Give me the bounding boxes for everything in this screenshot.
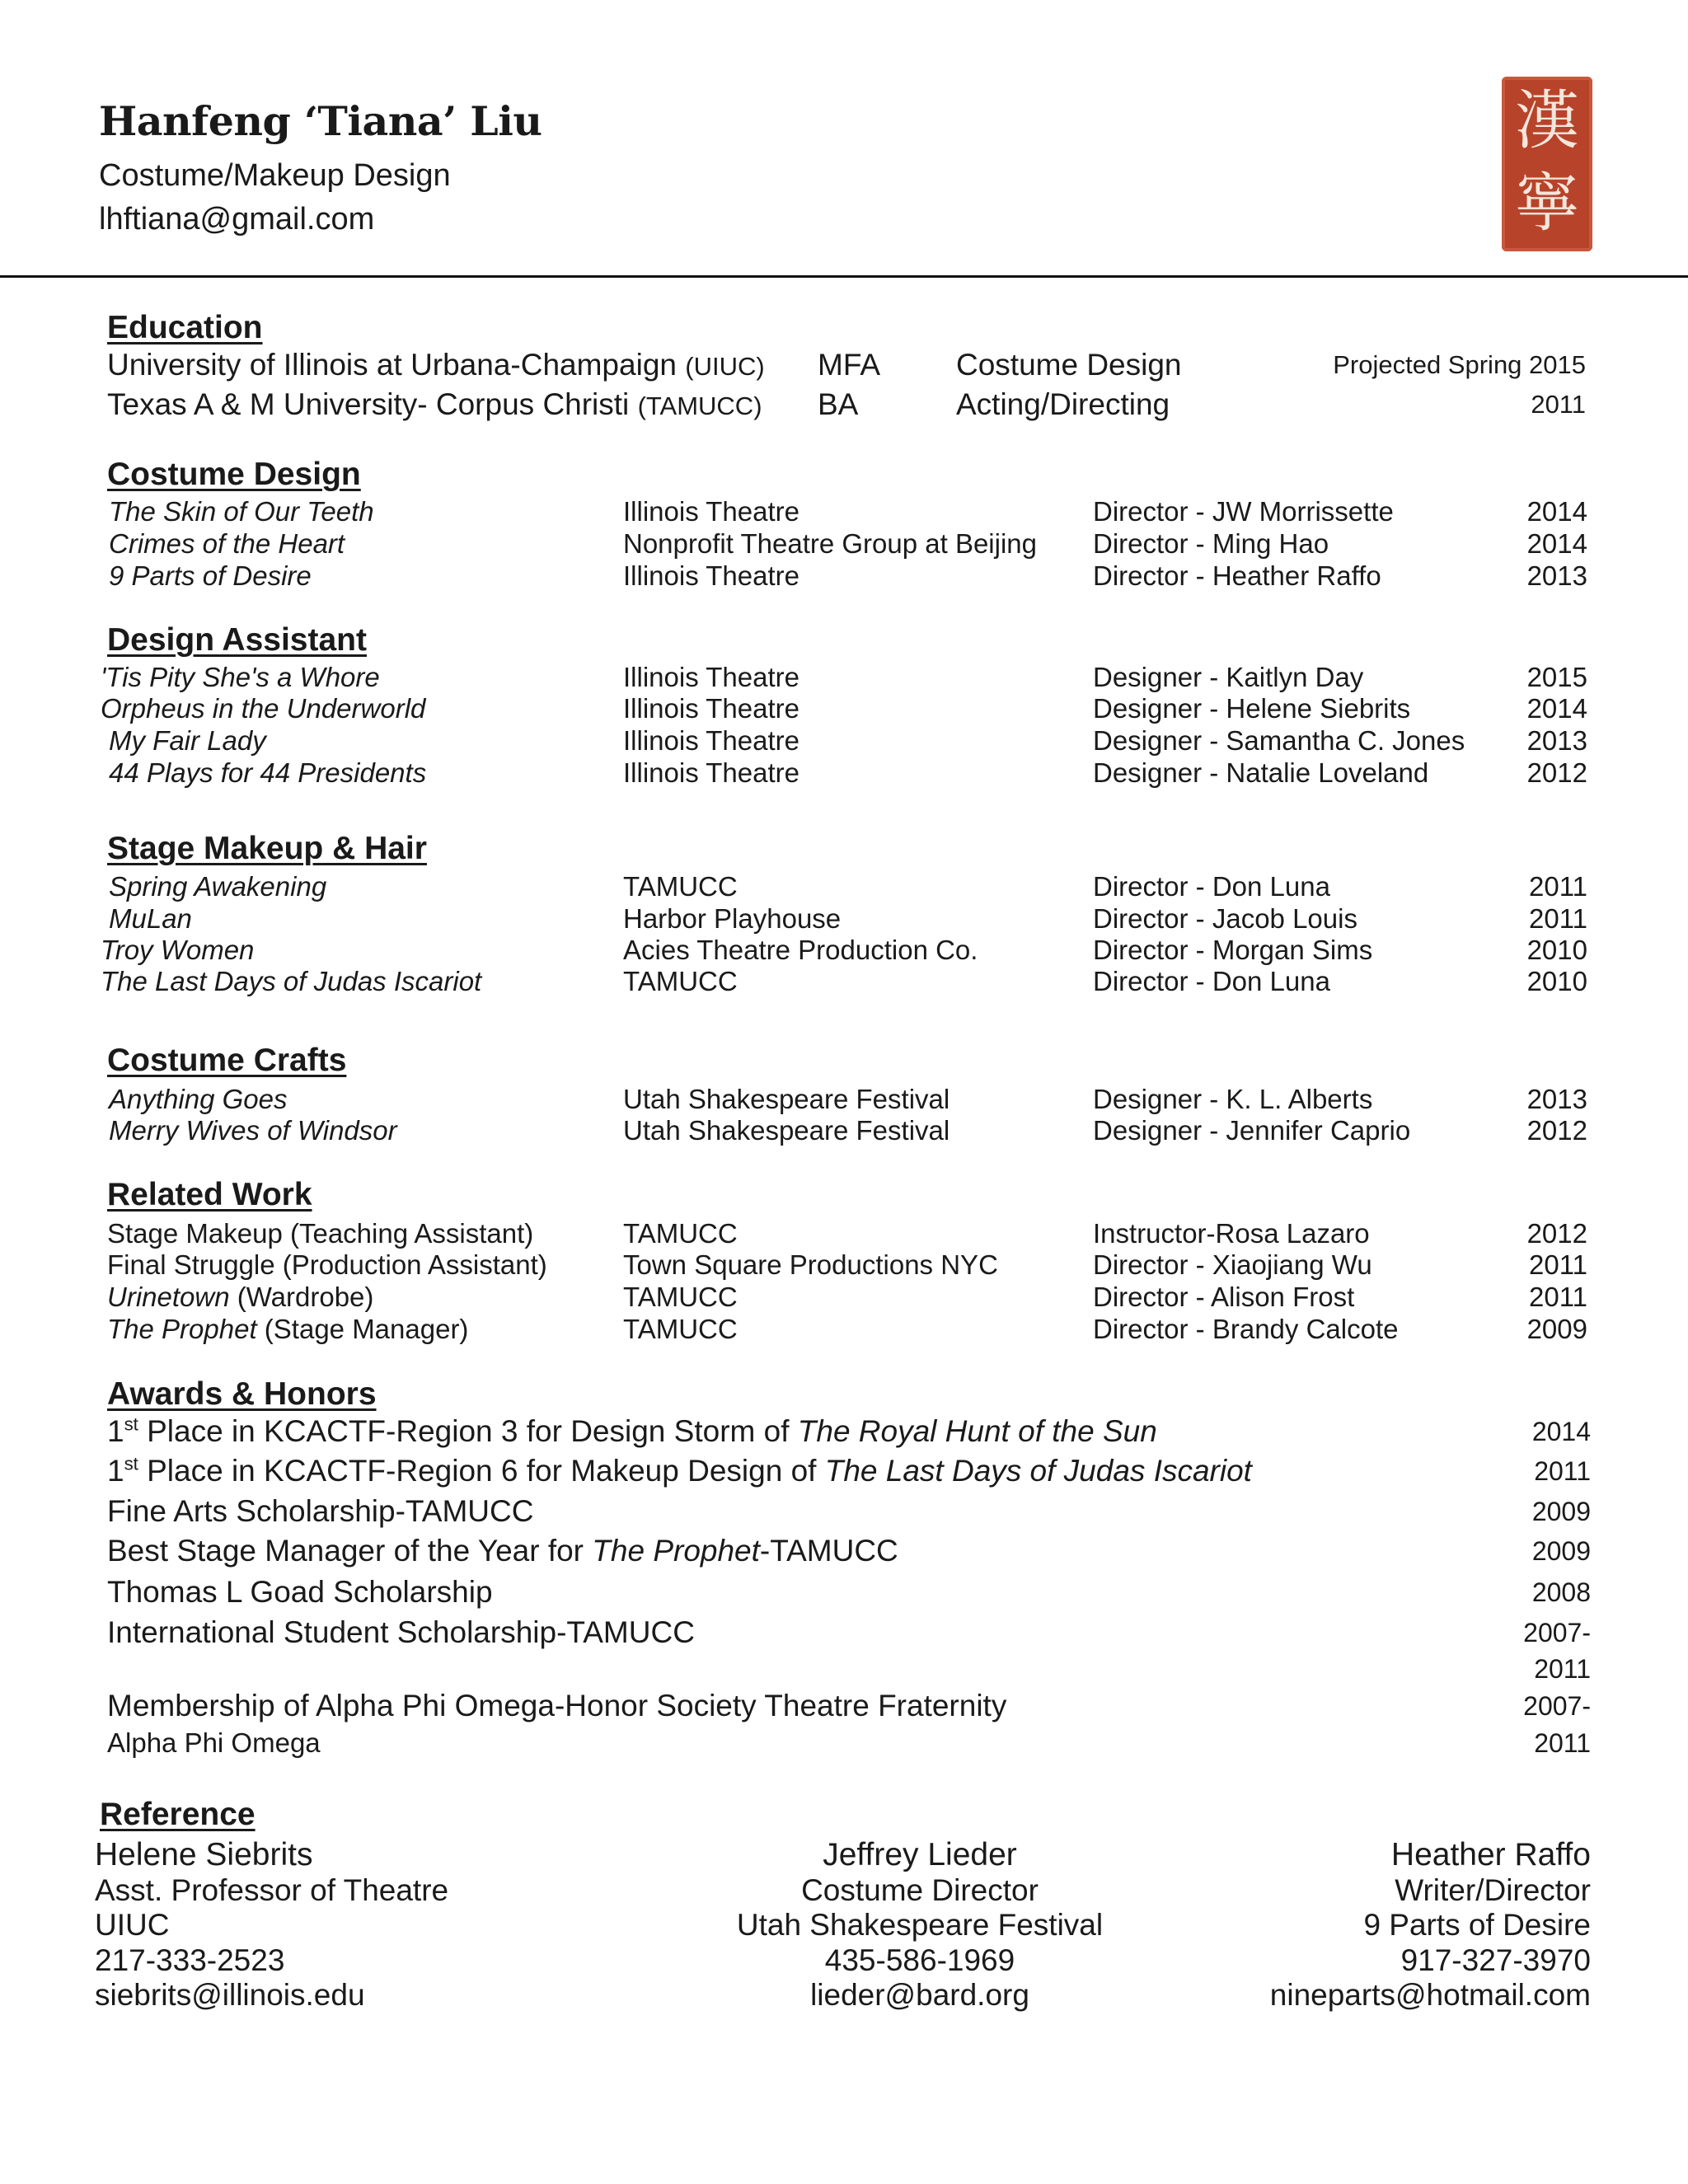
- production-year: 2011: [1529, 1249, 1587, 1280]
- award-item: [0, 1452, 1688, 1490]
- costume-design-row: [0, 560, 1688, 593]
- edu-year: Projected Spring 2015: [1333, 350, 1586, 379]
- seal-glyph-1: 漢: [1514, 84, 1579, 158]
- production-title: Orpheus in the Underworld: [101, 693, 426, 724]
- award-year-end: 2011: [1534, 1728, 1591, 1758]
- edu-year: 2011: [1531, 390, 1586, 419]
- production-year: 2014: [1526, 693, 1587, 724]
- award-year: 2007-: [1523, 1618, 1591, 1647]
- production-designer: Designer - Samantha C. Jones: [1093, 725, 1465, 756]
- reference-org: 9 Parts of Desire: [1363, 1908, 1591, 1942]
- reference-email[interactable]: nineparts@hotmail.com: [1269, 1978, 1591, 2012]
- name-seal-stamp: [1502, 77, 1592, 251]
- edu-field: Acting/Directing: [956, 387, 1170, 421]
- design-assistant-heading: Design Assistant: [107, 622, 367, 658]
- production-title: MuLan: [109, 903, 192, 934]
- production-director: Director - Don Luna: [1093, 966, 1330, 996]
- production-year: 2013: [1526, 560, 1587, 591]
- production-director: Director - Xiaojiang Wu: [1093, 1249, 1372, 1280]
- awards-heading: Awards & Honors: [107, 1376, 377, 1412]
- production-title: 44 Plays for 44 Presidents: [109, 757, 427, 788]
- edu-degree: MFA: [818, 348, 881, 382]
- costume-design-row: [0, 495, 1688, 528]
- work-title: Final Struggle: [107, 1249, 275, 1280]
- production-year: 2009: [1526, 1314, 1587, 1344]
- award-rank: 1: [107, 1414, 124, 1448]
- edu-field: Costume Design: [956, 348, 1182, 382]
- production-designer: Designer - Natalie Loveland: [1093, 757, 1429, 788]
- award-production: The Royal Hunt of the Sun: [797, 1414, 1157, 1448]
- reference-org: UIUC: [95, 1908, 170, 1942]
- design-assistant-row: [0, 757, 1688, 790]
- production-director: Director - Jacob Louis: [1093, 903, 1357, 934]
- production-year: 2011: [1529, 903, 1587, 934]
- work-title: Stage Makeup: [107, 1218, 283, 1249]
- production-venue: Utah Shakespeare Festival: [623, 1084, 950, 1114]
- production-year: 2013: [1526, 1084, 1587, 1114]
- edu-school: Texas A & M University- Corpus Christi: [107, 387, 630, 421]
- reference-name: Jeffrey Lieder: [823, 1837, 1017, 1872]
- production-designer: Designer - Helene Siebrits: [1093, 693, 1411, 724]
- award-year: 2014: [1531, 1417, 1591, 1446]
- award-production: The Prophet: [592, 1534, 760, 1568]
- award-year: 2008: [1531, 1577, 1591, 1607]
- edu-degree: BA: [818, 387, 859, 421]
- education-heading: Education: [107, 310, 263, 345]
- award-item: [0, 1493, 1688, 1530]
- design-assistant-row: [0, 661, 1688, 694]
- production-venue: Illinois Theatre: [623, 662, 800, 692]
- production-title: Merry Wives of Windsor: [109, 1115, 397, 1146]
- reference-name: Heather Raffo: [1390, 1837, 1591, 1872]
- work-role: (Stage Manager): [264, 1314, 469, 1344]
- reference-phone: 917-327-3970: [1400, 1943, 1591, 1977]
- production-designer: Designer - Kaitlyn Day: [1093, 662, 1364, 692]
- production-year: 2012: [1526, 1218, 1587, 1249]
- production-venue: Utah Shakespeare Festival: [623, 1115, 950, 1146]
- award-item: [0, 1573, 1688, 1611]
- production-year: 2013: [1526, 725, 1587, 756]
- stage-makeup-row: [0, 934, 1688, 967]
- reference-title: Costume Director: [801, 1872, 1039, 1907]
- stage-makeup-row: [0, 902, 1688, 935]
- award-text: Fine Arts Scholarship-TAMUCC: [107, 1494, 534, 1528]
- work-role: (Teaching Assistant): [289, 1218, 534, 1249]
- production-year: 2015: [1526, 662, 1587, 692]
- production-director: Director - JW Morrissette: [1093, 496, 1394, 527]
- award-subtext: Alpha Phi Omega: [107, 1727, 321, 1758]
- reference-heading: Reference: [100, 1797, 256, 1832]
- award-item: [0, 1532, 1688, 1570]
- production-year: 2011: [1529, 1282, 1587, 1312]
- production-director: Director - Ming Hao: [1093, 528, 1329, 559]
- award-text: Place in KCACTF-Region 6 for Makeup Design of: [138, 1454, 825, 1488]
- costume-crafts-row: [0, 1083, 1688, 1116]
- production-year: 2012: [1526, 1115, 1587, 1146]
- award-item: [0, 1614, 1688, 1652]
- production-venue: TAMUCC: [623, 1218, 738, 1249]
- reference-card: [673, 1838, 1167, 2013]
- award-year: 2011: [1534, 1456, 1591, 1486]
- award-production: The Last Days of Judas Iscariot: [824, 1454, 1252, 1488]
- production-director: Director - Heather Raffo: [1093, 560, 1381, 591]
- education-row: [0, 346, 1688, 384]
- award-year: 2007-: [1523, 1691, 1591, 1721]
- reference-phone: 217-333-2523: [95, 1943, 285, 1977]
- reference-name: Helene Siebrits: [95, 1837, 313, 1872]
- reference-email[interactable]: lieder@bard.org: [810, 1978, 1029, 2012]
- award-text: Membership of Alpha Phi Omega-Honor Society Theatre Fraternity: [107, 1689, 1007, 1722]
- related-work-row: [0, 1249, 1688, 1282]
- production-venue: Acies Theatre Production Co.: [623, 935, 978, 965]
- award-year: 2009: [1531, 1497, 1591, 1526]
- stage-makeup-heading: Stage Makeup & Hair: [107, 831, 427, 866]
- production-venue: Illinois Theatre: [623, 693, 800, 724]
- production-title: My Fair Lady: [109, 725, 266, 756]
- edu-abbr: (TAMUCC): [637, 391, 762, 420]
- seal-glyph-2: 寧: [1514, 166, 1579, 241]
- work-role: (Wardrobe): [237, 1282, 374, 1312]
- award-text: Thomas L Goad Scholarship: [107, 1575, 493, 1609]
- reference-card: [95, 1838, 448, 2013]
- production-year: 2014: [1526, 496, 1587, 527]
- stage-makeup-row: [0, 870, 1688, 903]
- production-venue: Illinois Theatre: [623, 725, 800, 756]
- reference-org: Utah Shakespeare Festival: [736, 1908, 1104, 1942]
- production-venue: Town Square Productions NYC: [623, 1249, 998, 1280]
- reference-title: Writer/Director: [1395, 1872, 1591, 1907]
- production-director: Director - Morgan Sims: [1093, 935, 1373, 965]
- reference-title: Asst. Professor of Theatre: [95, 1872, 449, 1907]
- costume-design-row: [0, 527, 1688, 560]
- award-text: International Student Scholarship-TAMUCC: [107, 1615, 695, 1649]
- production-year: 2011: [1529, 871, 1587, 902]
- costume-crafts-row: [0, 1114, 1688, 1147]
- related-work-row: [0, 1217, 1688, 1250]
- candidate-email[interactable]: lhftiana@gmail.com: [99, 202, 375, 237]
- edu-school: University of Illinois at Urbana-Champaign: [107, 348, 677, 382]
- production-title: The Last Days of Judas Iscariot: [101, 966, 482, 996]
- candidate-subtitle: Costume/Makeup Design: [99, 158, 451, 193]
- production-title: 'Tis Pity She's a Whore: [101, 662, 380, 692]
- education-row: [0, 386, 1688, 424]
- related-work-heading: Related Work: [107, 1177, 312, 1212]
- production-venue: Illinois Theatre: [623, 757, 800, 788]
- award-item: [0, 1413, 1688, 1451]
- reference-email[interactable]: siebrits@illinois.edu: [95, 1978, 365, 2012]
- production-venue: TAMUCC: [623, 966, 738, 996]
- production-year: 2010: [1526, 966, 1587, 996]
- reference-phone: 435-586-1969: [824, 1943, 1015, 1977]
- production-venue: Illinois Theatre: [623, 496, 800, 527]
- production-venue: Illinois Theatre: [623, 560, 800, 591]
- related-work-row: [0, 1281, 1688, 1314]
- award-item: [0, 1687, 1688, 1725]
- award-item-subline: [0, 1724, 1688, 1762]
- production-title: Troy Women: [101, 935, 255, 965]
- design-assistant-row: [0, 724, 1688, 757]
- stage-makeup-row: [0, 965, 1688, 998]
- production-venue: TAMUCC: [623, 1282, 738, 1312]
- design-assistant-row: [0, 692, 1688, 725]
- award-text: Best Stage Manager of the Year for: [107, 1534, 593, 1568]
- costume-crafts-heading: Costume Crafts: [107, 1043, 347, 1078]
- header-divider: [0, 275, 1688, 278]
- production-year: 2012: [1526, 757, 1587, 788]
- production-director: Instructor-Rosa Lazaro: [1093, 1218, 1370, 1249]
- award-year-continuation: [0, 1650, 1688, 1688]
- production-title: Anything Goes: [109, 1084, 288, 1114]
- production-title: The Skin of Our Teeth: [109, 496, 374, 527]
- edu-abbr: (UIUC): [685, 352, 765, 381]
- production-venue: TAMUCC: [623, 871, 738, 902]
- production-director: Director - Alison Frost: [1093, 1282, 1355, 1312]
- award-year: 2009: [1531, 1536, 1591, 1566]
- work-role: (Production Assistant): [282, 1249, 547, 1280]
- production-venue: Nonprofit Theatre Group at Beijing: [623, 528, 1038, 559]
- award-year-end: 2011: [1534, 1654, 1591, 1684]
- related-work-row: [0, 1313, 1688, 1346]
- production-title: Spring Awakening: [109, 871, 327, 902]
- production-designer: Designer - K. L. Alberts: [1093, 1084, 1373, 1114]
- award-rank-suffix: st: [124, 1413, 138, 1435]
- award-rank: 1: [107, 1454, 124, 1488]
- production-venue: TAMUCC: [623, 1314, 738, 1344]
- award-rank-suffix: st: [124, 1453, 138, 1474]
- reference-card: [1270, 1838, 1591, 2013]
- award-text-suffix: -TAMUCC: [759, 1534, 898, 1568]
- production-year: 2010: [1526, 935, 1587, 965]
- production-title: 9 Parts of Desire: [109, 560, 312, 591]
- work-title: The Prophet: [107, 1314, 257, 1344]
- award-text: Place in KCACTF-Region 3 for Design Storm of: [138, 1414, 798, 1448]
- production-year: 2014: [1526, 528, 1587, 559]
- production-designer: Designer - Jennifer Caprio: [1093, 1115, 1411, 1146]
- production-title: Crimes of the Heart: [109, 528, 345, 559]
- work-title: Urinetown: [107, 1282, 230, 1312]
- production-venue: Harbor Playhouse: [623, 903, 842, 934]
- costume-design-heading: Costume Design: [107, 457, 361, 492]
- candidate-name: Hanfeng ‘Tiana’ Liu: [99, 97, 542, 145]
- production-director: Director - Don Luna: [1093, 871, 1330, 902]
- production-director: Director - Brandy Calcote: [1093, 1314, 1399, 1344]
